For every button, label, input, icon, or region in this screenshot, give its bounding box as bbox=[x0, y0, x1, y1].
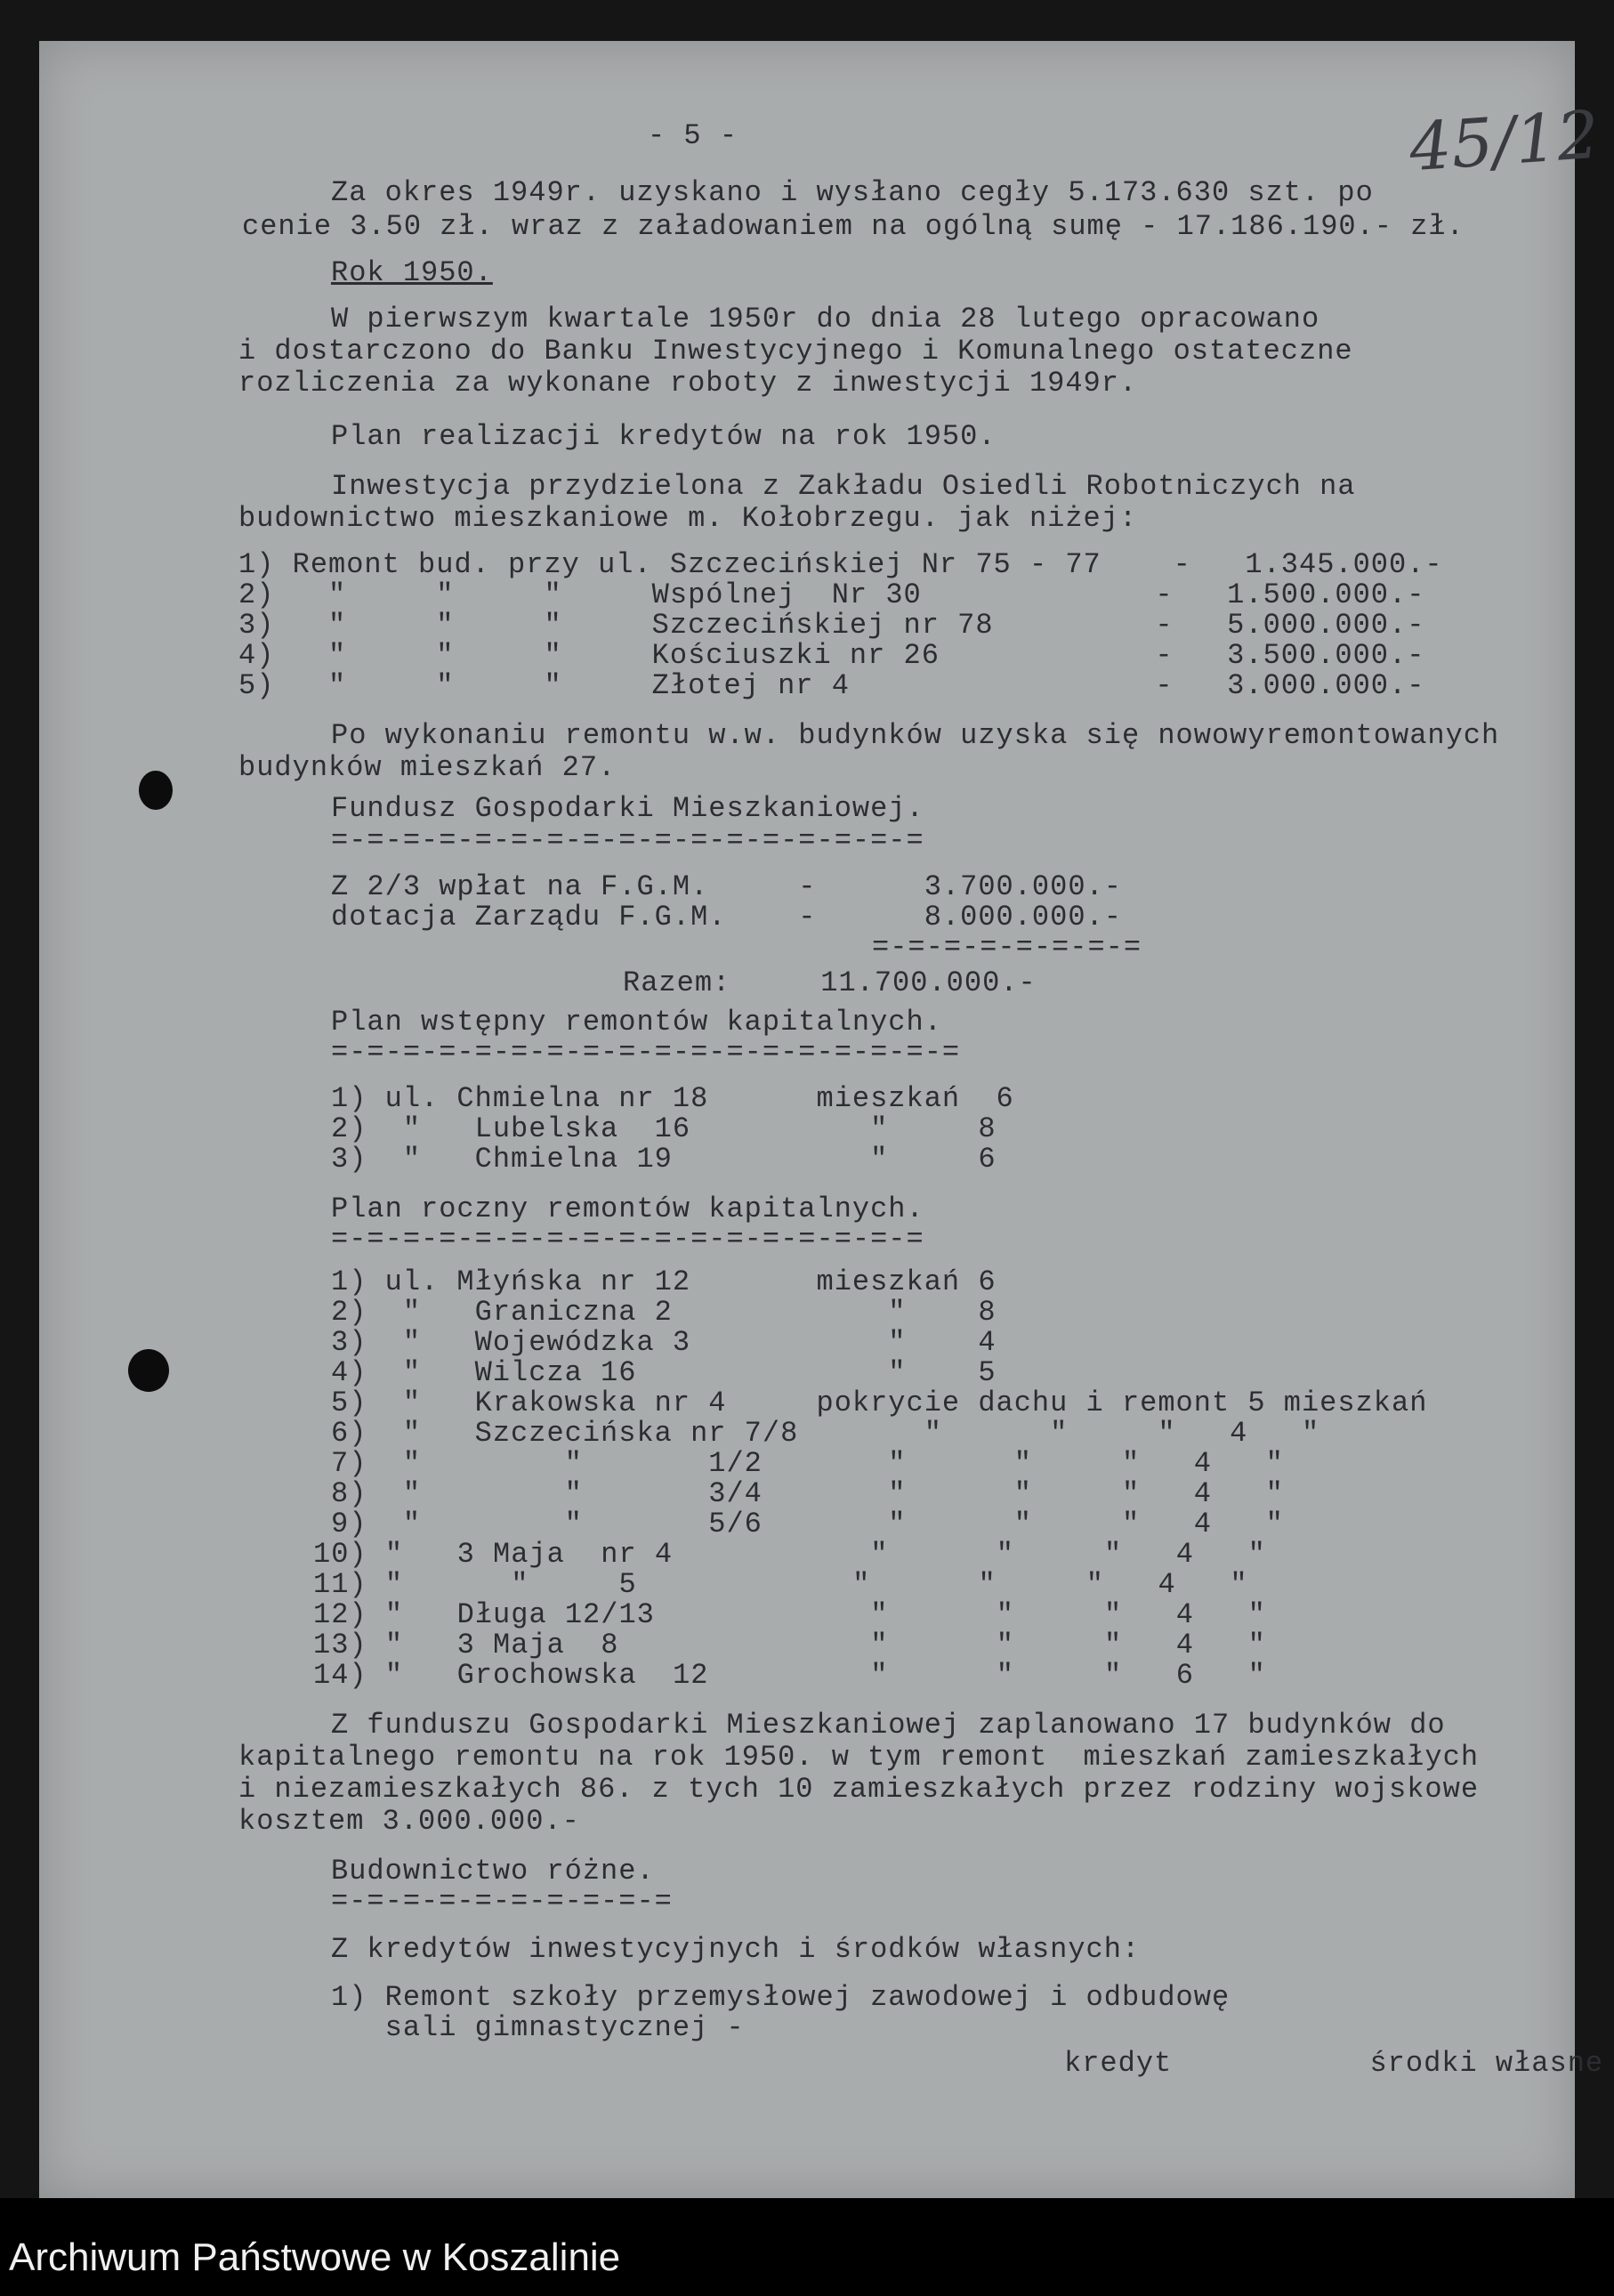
text-line: Z kredytów inwestycyjnych i środków własnych: bbox=[331, 1933, 1141, 1966]
text-line: cenie 3.50 zł. wraz z załadowaniem na ogólną sumę - 17.186.190.- zł. bbox=[242, 210, 1465, 243]
table-row: Z 2/3 wpłat na F.G.M. - 3.700.000.- bbox=[331, 870, 1122, 903]
section-heading: Rok 1950. bbox=[331, 256, 493, 289]
page-number: - 5 - bbox=[648, 119, 738, 152]
text-line: kapitalnego remontu na rok 1950. w tym remont mieszkań zamieszkałych bbox=[238, 1741, 1480, 1774]
list-item: 4) " Wilcza 16 " 5 bbox=[331, 1356, 997, 1389]
table-total: Razem: 11.700.000.- bbox=[623, 966, 1037, 999]
divider-line: =-=-=-=-=-=-=-=-=-= bbox=[331, 1885, 673, 1918]
punch-hole bbox=[139, 771, 173, 810]
text-line: rozliczenia za wykonane roboty z inwestycji 1949r. bbox=[238, 367, 1138, 400]
text-line: Inwestycja przydzielona z Zakładu Osiedli Robotniczych na bbox=[331, 470, 1356, 503]
text-line: Plan realizacji kredytów na rok 1950. bbox=[331, 420, 997, 453]
text-line: Za okres 1949r. uzyskano i wysłano cegły 5.173.630 szt. po bbox=[331, 176, 1374, 209]
list-item: 6) " Szczecińska nr 7/8 " " " 4 " bbox=[331, 1417, 1320, 1450]
divider-line: =-=-=-=-=-=-=-=-=-=-=-=-=-=-=-=-= bbox=[331, 1223, 924, 1256]
list-item: 8) " " 3/4 " " " 4 " bbox=[331, 1477, 1284, 1510]
text-line: i dostarczono do Banku Inwestycyjnego i Komunalnego ostateczne bbox=[238, 335, 1353, 368]
list-item: 12) " Długa 12/13 " " " 4 " bbox=[313, 1598, 1266, 1631]
list-item: 3) " " " Szczecińskiej nr 78 - 5.000.000.- bbox=[238, 609, 1425, 642]
divider-line: =-=-=-=-=-=-=-= bbox=[872, 931, 1142, 964]
text-line: Po wykonaniu remontu w.w. budynków uzyska się nowowyremontowanych bbox=[331, 719, 1500, 752]
list-item: 2) " " " Wspólnej Nr 30 - 1.500.000.- bbox=[238, 578, 1425, 611]
list-item: 2) " Graniczna 2 " 8 bbox=[331, 1296, 997, 1329]
text-line: Z funduszu Gospodarki Mieszkaniowej zaplanowano 17 budynków do bbox=[331, 1709, 1446, 1742]
list-item: 13) " 3 Maja 8 " " " 4 " bbox=[313, 1629, 1266, 1661]
text-line: W pierwszym kwartale 1950r do dnia 28 lutego opracowano bbox=[331, 303, 1320, 336]
text-line: i niezamieszkałych 86. z tych 10 zamieszkałych przez rodziny wojskowe bbox=[238, 1773, 1480, 1806]
list-item: 5) " " " Złotej nr 4 - 3.000.000.- bbox=[238, 669, 1425, 702]
list-item: 3) " Chmielna 19 " 6 bbox=[331, 1143, 997, 1176]
archive-footer-text: Archiwum Państwowe w Koszalinie bbox=[9, 2235, 621, 2279]
list-item: 3) " Wojewódzka 3 " 4 bbox=[331, 1326, 997, 1359]
list-item: 7) " " 1/2 " " " 4 " bbox=[331, 1447, 1284, 1480]
section-heading: Plan wstępny remontów kapitalnych. bbox=[331, 1006, 942, 1039]
punch-hole bbox=[128, 1349, 169, 1392]
list-item: 2) " Lubelska 16 " 8 bbox=[331, 1112, 997, 1145]
list-item: 11) " " 5 " " " 4 " bbox=[313, 1568, 1248, 1601]
text-line: kredyt środki własne bbox=[1064, 2047, 1604, 2080]
list-item: sali gimnastycznej - bbox=[331, 2011, 745, 2044]
divider-line: =-=-=-=-=-=-=-=-=-=-=-=-=-=-=-=-= bbox=[331, 824, 924, 857]
list-item: 1) ul. Chmielna nr 18 mieszkań 6 bbox=[331, 1082, 1014, 1115]
text-line: kosztem 3.000.000.- bbox=[238, 1805, 580, 1838]
text-line: budownictwo mieszkaniowe m. Kołobrzegu. jak niżej: bbox=[238, 502, 1138, 535]
list-item: 4) " " " Kościuszki nr 26 - 3.500.000.- bbox=[238, 639, 1425, 672]
divider-line: =-=-=-=-=-=-=-=-=-=-=-=-=-=-=-=-=-= bbox=[331, 1036, 961, 1069]
table-row: dotacja Zarządu F.G.M. - 8.000.000.- bbox=[331, 901, 1122, 934]
section-heading: Plan roczny remontów kapitalnych. bbox=[331, 1192, 924, 1225]
section-heading: Fundusz Gospodarki Mieszkaniowej. bbox=[331, 792, 924, 825]
list-item: 14) " Grochowska 12 " " " 6 " bbox=[313, 1659, 1266, 1692]
list-item: 1) Remont szkoły przemysłowej zawodowej i odbudowę bbox=[331, 1981, 1231, 2014]
list-item: 10) " 3 Maja nr 4 " " " 4 " bbox=[313, 1538, 1266, 1571]
section-heading: Budownictwo różne. bbox=[331, 1855, 655, 1888]
list-item: 5) " Krakowska nr 4 pokrycie dachu i remont 5 mieszkań bbox=[331, 1386, 1428, 1419]
list-item: 1) Remont bud. przy ul. Szczecińskiej Nr 75 - 77 - 1.345.000.- bbox=[238, 548, 1443, 581]
list-item: 1) ul. Młyńska nr 12 mieszkań 6 bbox=[331, 1265, 997, 1298]
list-item: 9) " " 5/6 " " " 4 " bbox=[331, 1508, 1284, 1540]
handwritten-page-number: 45/12 bbox=[1407, 96, 1602, 187]
text-line: budynków mieszkań 27. bbox=[238, 751, 617, 784]
